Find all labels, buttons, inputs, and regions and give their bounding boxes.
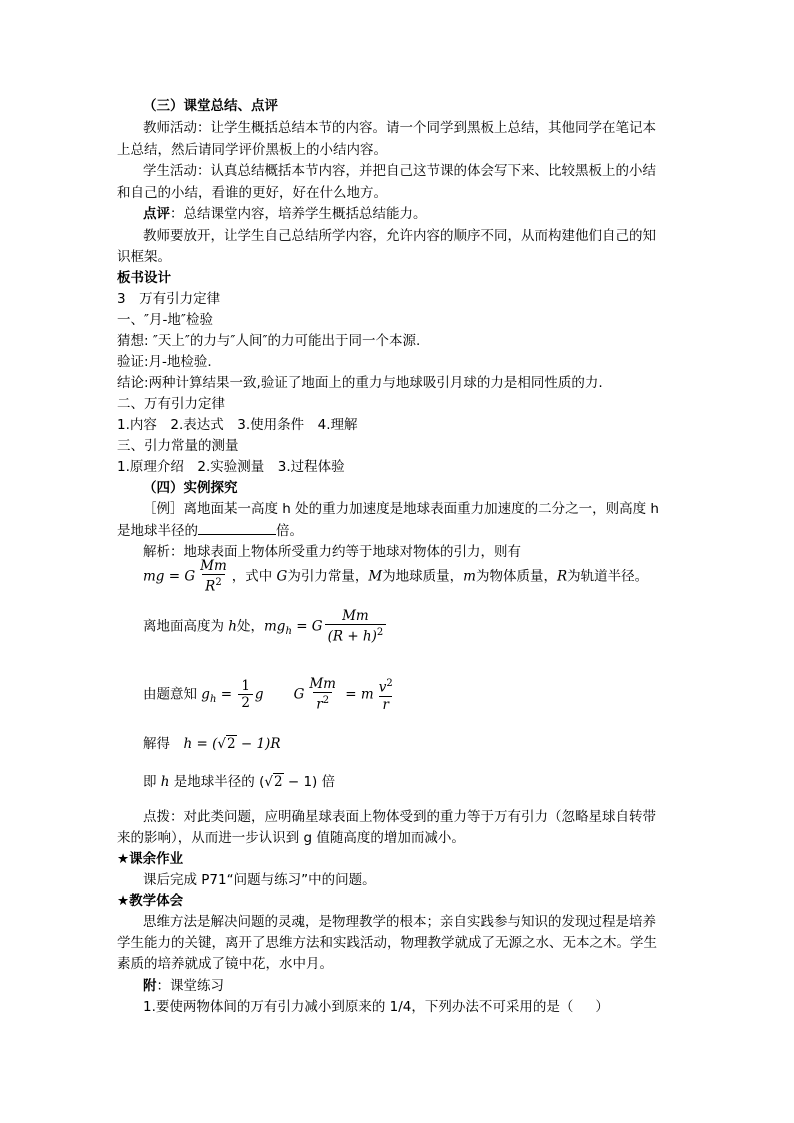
result-radicand: 2 (273, 774, 283, 790)
eq1-desc-3: 为地球质量， (382, 568, 464, 585)
eq1-desc-2: 为引力常量， (287, 568, 369, 585)
board-part-2: 二、万有引力定律 (117, 396, 225, 412)
board-guess: 猜想: ″天上″的力与″人间″的力可能出于同一个本源. (117, 333, 421, 349)
eq1-desc-4: 为物体质量， (475, 568, 557, 585)
eq1-fraction (197, 558, 230, 595)
eq1-symbol-r: R (556, 568, 568, 585)
problem-line-1: ［例］离地面某一高度 h 处的重力加速度是地球表面重力加速度的二分之一，则高度 h (143, 501, 659, 517)
eq1-symbol-m: m (463, 568, 476, 585)
eq2-fraction (325, 608, 387, 645)
eq1-numerator: Mm (200, 558, 227, 574)
board-part-3: 三、引力常量的测量 (117, 438, 239, 454)
example-heading: （四）实例探究 (143, 480, 238, 496)
eq1-denominator: R (205, 578, 216, 595)
comment-line (143, 204, 427, 225)
solve-radicand: 2 (226, 736, 236, 752)
eq4-denominator-exp: 2 (322, 695, 330, 706)
board-verify: 验证:月-地检验. (117, 354, 212, 370)
appendix-line (143, 976, 224, 997)
solve-line (143, 734, 280, 755)
board-design-heading: 板书设计 (117, 270, 171, 286)
board-part-2-items: 1.内容 2.表达式 3.使用条件 4.理解 (117, 417, 358, 433)
solve-sqrt: √2 (217, 736, 236, 752)
eq3-lhs-sub: h (209, 693, 217, 705)
student-activity-line-2: 和自己的小结，看谁的更好，好在什么地方。 (117, 185, 387, 201)
teacher-activity-line-2: 上总结，然后请同学评价黑板上的小结内容。 (117, 142, 387, 158)
eq1-desc-1: ，式中 (231, 568, 277, 585)
result-symbol-h: h (160, 774, 170, 790)
eq3-lhs: g (201, 686, 210, 703)
note-line-1: 教师要放开，让学生自己总结所学内容，允许内容的顺序不同，从而构建他们自己的知 (143, 228, 656, 244)
eq1-denominator-exp: 2 (215, 577, 222, 588)
equation-1-line (143, 558, 648, 595)
solve-lhs: h = ( (183, 736, 218, 752)
eq2-mid: = G (291, 618, 323, 635)
problem-suffix: 倍。 (276, 523, 303, 539)
appendix-label: 附 (143, 978, 157, 994)
eq4-numerator: Mm (309, 676, 336, 692)
eq3-fraction (238, 678, 253, 711)
result-prefix: 即 (143, 774, 161, 790)
reflection-line-1: 思维方法是解决问题的灵魂，是物理教学的根本；亲自实践参与知识的发现过程是培养 (143, 914, 656, 930)
board-title: 3 万有引力定律 (117, 291, 221, 307)
board-part-1: 一、″月-地″检验 (117, 312, 213, 328)
eq2-numerator: Mm (342, 608, 369, 624)
problem-prefix: 是地球半径的 (117, 523, 198, 539)
summary-heading: （三）课堂总结、点评 (143, 98, 278, 114)
hint-line-1: 点拨：对此类问题，应明确星球表面上物体受到的重力等于万有引力（忽略星球自转带 (143, 809, 656, 825)
eq2-symbol-h: h (228, 618, 237, 635)
eq4-numerator-2: v (378, 679, 387, 696)
result-mid: 是地球半径的 ( (169, 774, 265, 790)
eq1-desc-5: 为轨道半径。 (567, 568, 649, 585)
result-sqrt: √2 (264, 774, 283, 790)
eq1-symbol-g: G (276, 568, 288, 585)
eq4-denominator-2: r (379, 696, 391, 713)
eq4-fraction-1 (306, 676, 339, 713)
eq3-prefix: 由题意知 (143, 686, 202, 703)
eq1-lhs: mg = G (143, 568, 196, 585)
question-1-text: 1.要使两物体间的万有引力减小到原来的 1/4，下列办法不可采用的是（ (143, 999, 574, 1015)
equation-2-line (143, 608, 388, 649)
answer-blank (198, 520, 276, 535)
eq4-g: G (293, 686, 305, 703)
eq2-lhs-sub: h (285, 625, 292, 637)
eq3-denominator: 2 (238, 694, 253, 711)
question-1 (143, 997, 609, 1018)
reflection-line-2: 学生能力的关键，离开了思维方法和实践活动，物理教学就成了无源之水、无本之木。学生 (117, 935, 657, 951)
board-part-3-items: 1.原理介绍 2.实验测量 3.过程体验 (117, 459, 345, 475)
comment-text: ：总结课堂内容，培养学生概括总结能力。 (170, 206, 427, 222)
reflection-heading: ★教学体会 (117, 893, 184, 909)
eq4-denominator: r (316, 696, 323, 713)
student-activity-line-1: 学生活动：认真总结概括本节内容，并把自己这节课的体会写下来、比较黑板上的小结 (143, 163, 656, 179)
homework-text: 课后完成 P71“问题与练习”中的问题。 (143, 872, 376, 888)
homework-heading: ★课余作业 (117, 851, 184, 867)
eq4-fraction-2 (376, 676, 396, 713)
problem-line-2 (117, 520, 303, 542)
result-rhs: − 1) 倍 (283, 774, 336, 790)
eq3-numerator: 1 (241, 677, 250, 694)
solve-prefix: 解得 (143, 736, 184, 752)
hint-line-2: 来的影响），从而进一步认识到 g 值随高度的增加而减小。 (117, 830, 465, 846)
appendix-text: ：课堂练习 (156, 978, 224, 994)
note-line-2: 识框架。 (117, 249, 171, 265)
eq4-numerator-2-exp: 2 (386, 678, 393, 689)
equation-3-line (143, 676, 398, 717)
comment-label: 点评 (143, 206, 170, 222)
eq2-lhs: mg (264, 618, 286, 635)
reflection-line-3: 素质的培养就成了镜中花，水中月。 (117, 956, 333, 972)
eq2-prefix: 离地面高度为 (143, 618, 229, 635)
eq2-denominator: (R + h) (327, 628, 377, 645)
result-line (143, 772, 335, 793)
teacher-activity-line-1: 教师活动：让学生概括总结本节的内容。请一个同学到黑板上总结，其他同学在笔记本 (143, 120, 656, 136)
solve-rhs: − 1)R (236, 736, 281, 752)
board-conclusion: 结论:两种计算结果一致,验证了地面上的重力与地球吸引月球的力是相同性质的力. (117, 375, 603, 391)
eq2-prefix-2: 处， (237, 618, 264, 635)
eq2-denominator-exp: 2 (376, 627, 384, 638)
question-1-close: ） (595, 999, 609, 1015)
eq1-symbol-m-big: M (368, 568, 383, 585)
eq4-mid: = m (340, 686, 374, 703)
eq3-rhs: g (254, 686, 264, 703)
analysis-line: 解析：地球表面上物体所受重力约等于地球对物体的引力，则有 (143, 544, 521, 560)
eq3-mid: = (216, 686, 237, 703)
